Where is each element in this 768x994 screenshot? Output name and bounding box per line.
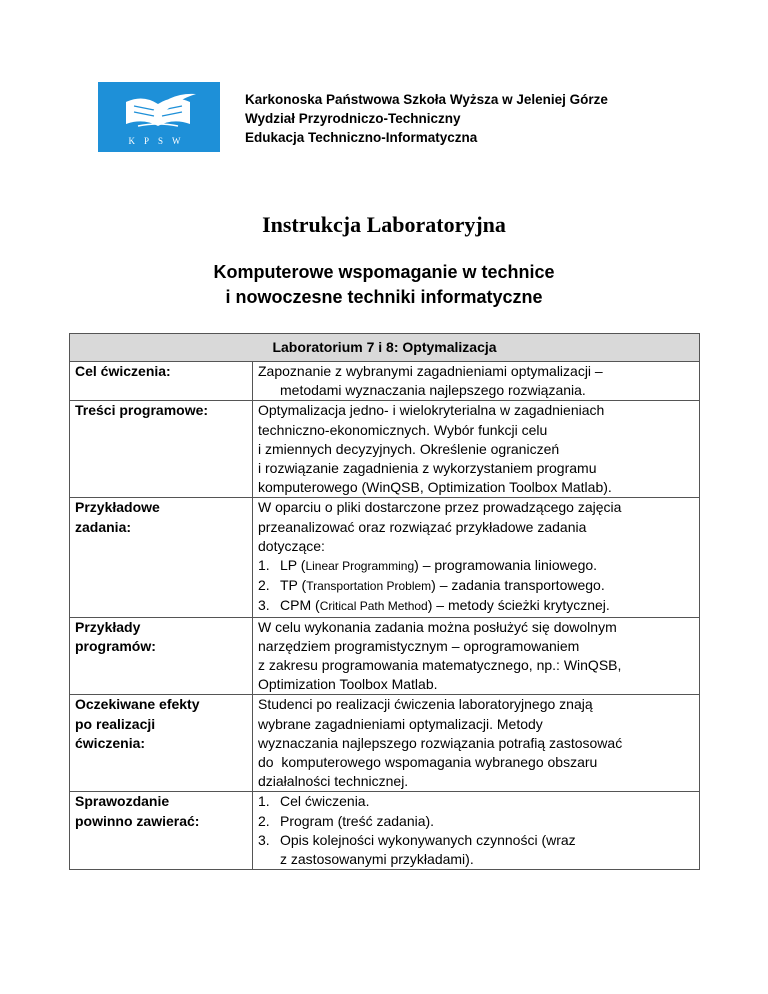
row-label-programs: [70, 617, 253, 695]
list-item: 1. LP (Linear Programming) – programowania liniowego.: [258, 557, 598, 574]
faculty-name: Wydział Przyrodniczo-Techniczny: [245, 111, 461, 126]
text-line: i zmiennych decyzyjnych. Określenie ograniczeń: [258, 440, 560, 457]
text-line: i rozwiązanie zagadnienia z wykorzystaniem programu: [258, 460, 597, 477]
row-label-goal: Cel ćwiczenia:: [70, 362, 253, 401]
row-value-tasks: [253, 498, 700, 617]
label-line: zadania:: [75, 518, 132, 535]
document-title: Instrukcja Laboratoryjna: [262, 212, 506, 237]
text-line: wyznaczania najlepszego rozwiązania potrafią zastosować: [258, 734, 623, 751]
row-label-outcomes: [70, 695, 253, 792]
institution-header: [245, 90, 608, 147]
text-line: narzędziem programistycznym – oprogramowaniem: [258, 637, 580, 654]
list-item: 3. Opis kolejności wykonywanych czynności (wraz: [258, 831, 576, 848]
list-item: 1. Cel ćwiczenia.: [258, 793, 370, 810]
row-value-outcomes: [253, 695, 700, 792]
label-line: Sprawozdanie: [75, 793, 170, 810]
text-line: Studenci po realizacji ćwiczenia laboratoryjnego znają: [258, 696, 593, 713]
table-row: [70, 617, 700, 695]
logo-text: KPSW: [128, 136, 190, 146]
text-line: Optymalizacja jedno- i wielokryterialna w zagadnieniach: [258, 402, 605, 419]
label-line: ćwiczenia:: [75, 734, 146, 751]
row-label-report: [70, 792, 253, 870]
text-line: wybrane zagadnieniami optymalizacji. Metody: [258, 715, 543, 732]
row-value-programs: [253, 617, 700, 695]
label-line: Przykłady: [75, 618, 141, 635]
table-row: [70, 362, 700, 401]
text-line: techniczno-ekonomicznych. Wybór funkcji celu: [258, 421, 548, 438]
kpsw-logo: [98, 82, 220, 152]
text-line: metodami wyznaczania najlepszego rozwiązania.: [280, 382, 586, 399]
table-row: [70, 401, 700, 498]
label-line: Przykładowe: [75, 499, 160, 516]
university-name: Karkonoska Państwowa Szkoła Wyższa w Jeleniej Górze: [245, 92, 608, 107]
list-item: 3. CPM (Critical Path Method) – metody ścieżki krytycznej.: [258, 597, 610, 614]
text-line: dotyczące:: [258, 537, 325, 554]
row-label-content: Treści programowe:: [70, 401, 253, 498]
text-line: do komputerowego wspomagania wybranego obszaru: [258, 754, 598, 771]
row-value-goal: [253, 362, 700, 401]
text-line: Optimization Toolbox Matlab.: [258, 676, 438, 693]
table-row: [70, 792, 700, 870]
program-name: Edukacja Techniczno-Informatyczna: [245, 130, 478, 145]
text-line: z zastosowanymi przykładami).: [280, 851, 474, 868]
table-row: [70, 695, 700, 792]
course-title: [0, 260, 768, 310]
label-line: po realizacji: [75, 715, 156, 732]
text-line: komputerowego (WinQSB, Optimization Toolbox Matlab).: [258, 479, 612, 496]
row-value-content: [253, 401, 700, 498]
text-line: działalności technicznej.: [258, 773, 409, 790]
text-line: z zakresu programowania matematycznego, np.: WinQSB,: [258, 657, 622, 674]
label-line: Oczekiwane efekty: [75, 696, 200, 713]
text-line: Zapoznanie z wybranymi zagadnieniami optymalizacji –: [258, 363, 603, 379]
label-line: programów:: [75, 637, 156, 654]
text-line: przeanalizować oraz rozwiązać przykładowe zadania: [258, 518, 587, 535]
row-label-tasks: [70, 498, 253, 617]
list-item: 2. TP (Transportation Problem) – zadania transportowego.: [258, 577, 605, 594]
course-title-line-1: Komputerowe wspomaganie w technice: [213, 262, 555, 282]
lab-table: [69, 333, 700, 870]
list-item: 2. Program (treść zadania).: [258, 812, 435, 829]
text-line: W celu wykonania zadania można posłużyć się dowolnym: [258, 618, 617, 635]
text-line: W oparciu o pliki dostarczone przez prowadzącego zajęcia: [258, 499, 622, 516]
label-line: powinno zawierać:: [75, 812, 200, 829]
row-value-report: [253, 792, 700, 870]
lab-heading: Laboratorium 7 i 8: Optymalizacja: [70, 334, 700, 362]
table-row: [70, 498, 700, 617]
course-title-line-2: i nowoczesne techniki informatyczne: [225, 287, 543, 307]
